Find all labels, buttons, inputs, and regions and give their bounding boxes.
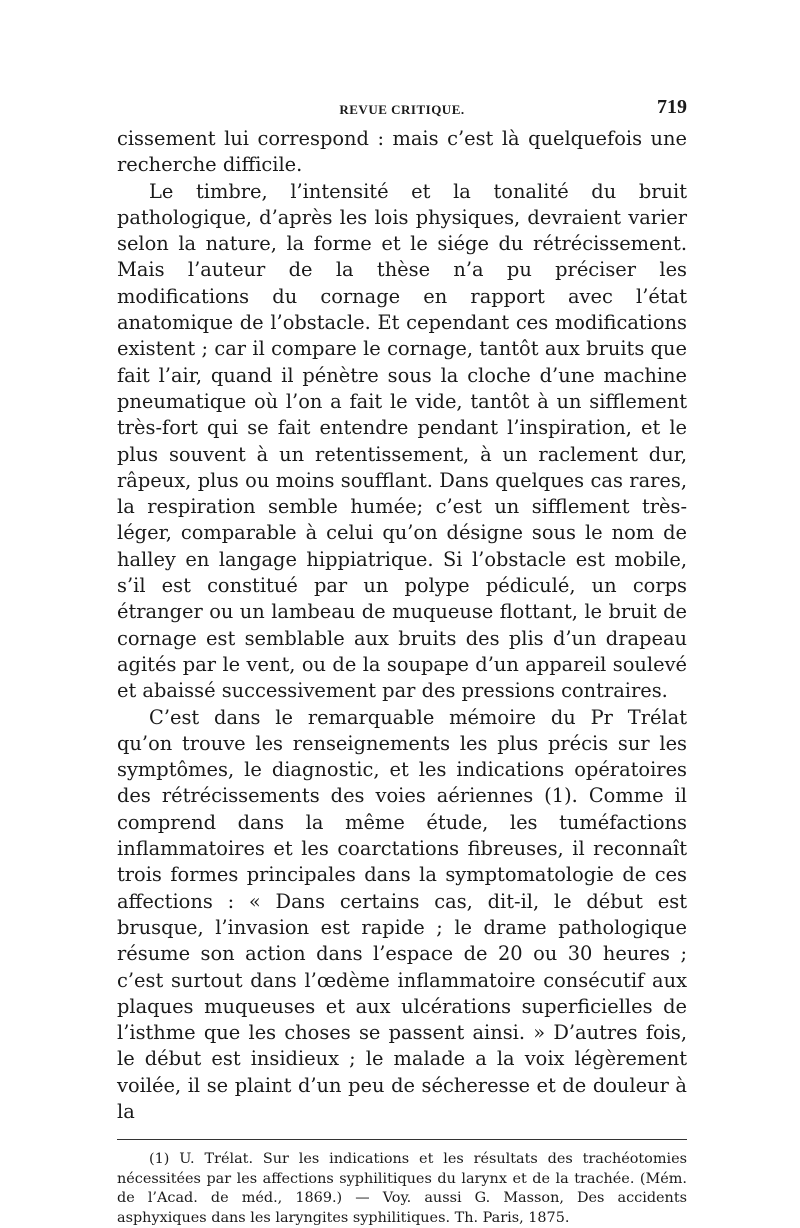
paragraph-timbre: Le timbre, l’intensité et la tonalité du bruit pathologique, d’après les lois physiques, devraient varier selon la nature, la forme et le siége du rétrécissement. Mais l’auteur de la thèse n’a pu préciser les modifications du cornage en rapport avec l’état anatomique de l’obstacle. Et cependant ces modifications existent ; car il compare le cornage, tantôt aux bruits que fait l’air, quand il pénètre sous la cloche d’une machine pneumatique où l’on a fait le vide, tantôt à un sifflement très-fort qui se fait entendre pendant l’inspiration, et le plus souvent à un retentissement, à un raclement dur, râpeux, plus ou moins soufflant. Dans quelques cas rares, la respiration semble humée; c’est un sifflement très-léger, comparable à celui qu’on désigne sous le nom de halley en langage hippiatrique. Si l’obstacle est mobile, s’il est constitué par un polype pédiculé, un corps étranger ou un lambeau de muqueuse flottant, le bruit de cornage est semblable aux bruits des plis d’un drapeau agités par le vent, ou de la soupape d’un appareil soulevé et abaissé successivement par des pressions contraires. (117, 179, 687, 703)
body-text (117, 126, 687, 1125)
footnote-1: (1) U. Trélat. Sur les indications et les résultats des trachéotomies nécessitées par les affections syphilitiques du larynx et de la trachée. (Mém. de l’Acad. de méd., 1869.) — Voy. aussi G. Masson, Des accidents asphyxiques dans les laryngites syphilitiques. Th. Paris, 1875. (117, 1151, 687, 1226)
page-number: 719 (657, 96, 687, 118)
footnote-divider (117, 1139, 687, 1140)
page (117, 96, 687, 1228)
paragraph-trelat: C’est dans le remarquable mémoire du Pr Trélat qu’on trouve les renseignements les plus précis sur les symptômes, le diagnostic, et les indications opératoires des rétrécissements des voies aériennes (1). Comme il comprend dans la même étude, les tuméfactions inflammatoires et les coarctations fibreuses, il reconnaît trois formes principales dans la symptomatologie de ces affections : « Dans certains cas, dit-il, le début est brusque, l’invasion est rapide ; le drame pathologique résume son action dans l’espace de 20 ou 30 heures ; c’est surtout dans l’œdème inflammatoire consécutif aux plaques muqueuses et aux ulcérations superficielles de l’isthme que les choses se passent ainsi. » D’autres fois, le début est insidieux ; le malade a la voix légèrement voilée, il se plaint d’un peu de sécheresse et de douleur à la (117, 705, 687, 1123)
running-title: REVUE CRITIQUE. (339, 102, 465, 117)
page-header (117, 96, 687, 124)
paragraph-continuation: cissement lui correspond : mais c’est là quelquefois une recherche difficile. (117, 127, 687, 177)
footnotes (117, 1150, 687, 1228)
